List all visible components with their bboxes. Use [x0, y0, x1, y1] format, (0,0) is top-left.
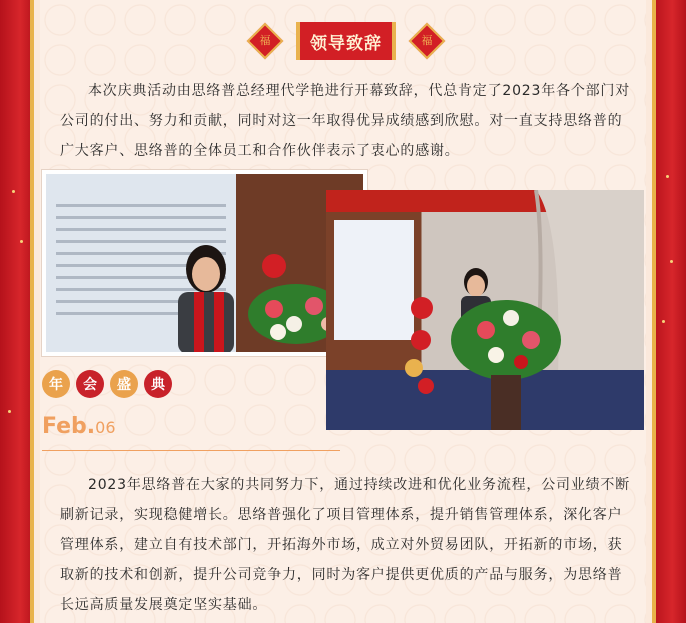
right-red-border: [652, 0, 686, 623]
section-header: [0, 22, 686, 62]
section-title: 领导致辞: [296, 22, 396, 60]
sparkle-decoration: [662, 320, 665, 323]
event-date: [42, 414, 116, 439]
tag-sheng: 盛: [110, 370, 138, 398]
date-day: 06: [95, 418, 116, 437]
fortune-ornament-right: [409, 23, 446, 60]
date-divider: [42, 450, 340, 451]
festival-tags: [42, 370, 172, 398]
sparkle-decoration: [20, 240, 23, 243]
speech-photo-left: [42, 170, 367, 356]
sparkle-decoration: [670, 260, 673, 263]
fortune-ornament-left: [247, 23, 284, 60]
date-month: Feb.: [42, 414, 96, 439]
ornament-glyph: 福: [421, 34, 433, 47]
podium-illustration: [326, 190, 644, 430]
ornament-glyph: 福: [259, 34, 271, 47]
speaker-illustration: [46, 174, 363, 352]
intro-paragraph: 本次庆典活动由思络普总经理代学艳进行开幕致辞，代总肯定了2023年各个部门对公司的付出、努力和贡献，同时对这一年取得优异成绩感到欣慰。对一直支持思络普的广大客户、思络普的全体员工和合作伙伴表示了衷心的感谢。: [60, 83, 631, 159]
tag-nian: 年: [42, 370, 70, 398]
speech-photo-right: [326, 190, 644, 430]
tag-dian: 典: [144, 370, 172, 398]
sparkle-decoration: [12, 190, 15, 193]
summary-paragraph: 2023年思络普在大家的共同努力下，通过持续改进和优化业务流程，公司业绩不断刷新记录，实现稳健增长。思络普强化了项目管理体系，提升销售管理体系，深化客户管理体系，建立自有技术部门，开拓海外市场，成立对外贸易团队，开拓新的市场，获取新的技术和创新，提升公司竞争力，同时为客户提供更优质的产品与服务，为思络普长远高质量发展奠定坚实基础。: [60, 477, 631, 613]
tag-hui: 会: [76, 370, 104, 398]
sparkle-decoration: [8, 410, 11, 413]
sparkle-decoration: [666, 175, 669, 178]
left-red-border: [0, 0, 34, 623]
